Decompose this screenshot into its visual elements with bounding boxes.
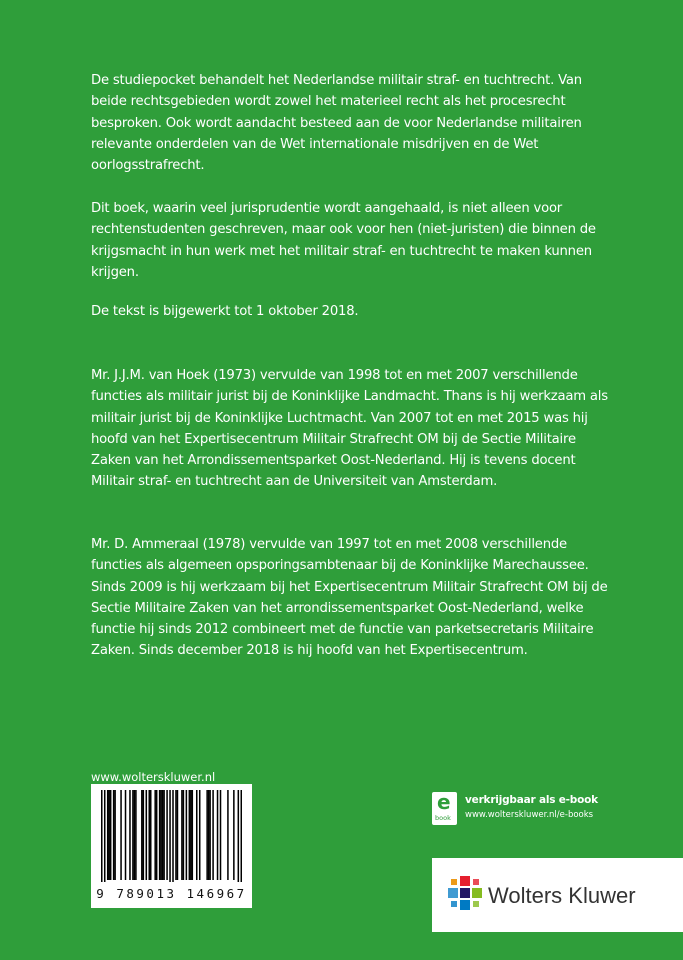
barcode-bars [101, 790, 242, 882]
description-paragraph-1: De studiepocket behandelt het Nederlandse militair straf- en tuchtrecht. Van beide rechtsgebieden wordt zowel het materieel recht als het procesrecht besproken. Ook wordt aandacht besteed aan de voor Nederlandse militairen relevante onderdelen van de Wet internationale misdrijven en de Wet oorlogsstrafrecht. [91, 73, 582, 174]
barcode-bar [108, 790, 110, 880]
description-paragraph-3: De tekst is bijgewerkt tot 1 oktober 2018. [91, 304, 359, 319]
barcode-bar [160, 790, 162, 880]
barcode-bar [190, 790, 192, 880]
barcode-bar [134, 790, 136, 880]
barcode-bar [227, 790, 229, 880]
barcode-bar [166, 790, 168, 880]
wolters-kluwer-logo-icon [448, 876, 482, 910]
barcode-bar [146, 790, 148, 880]
barcode-bar [181, 790, 183, 880]
barcode-bar [241, 790, 242, 882]
barcode-bar [148, 790, 150, 880]
barcode-bar [199, 790, 201, 880]
barcode-bar [183, 790, 185, 880]
barcode-bar [104, 790, 106, 882]
author-bio-van-hoek: Mr. J.J.M. van Hoek (1973) vervulde van 1998 tot en met 2007 verschillende functies als militair jurist bij de Koninklijke Landmacht. Thans is hij werkzaam als militair jurist bij de Koninklijke Luchtmacht. Van 2007 tot en met 2015 was hij hoofd van het Expertisecentrum Militair Strafrecht OM bij de Sectie Militaire Zaken van het Arrondissementsparket Oost-Nederland. Hij is tevens docent Militair straf- en tuchtrecht aan de Universiteit van Amsterdam. [91, 368, 608, 490]
barcode-bar [125, 790, 127, 880]
barcode-bar [120, 790, 122, 880]
ebook-icon [432, 792, 457, 825]
barcode-bar [135, 790, 137, 880]
barcode-bar [220, 790, 222, 880]
ebook-url[interactable]: www.wolterskluwer.nl/e-books [465, 810, 594, 820]
barcode-bar [159, 790, 161, 880]
ebook-icon-label: book [435, 814, 451, 822]
isbn-number: 9 789013 146967 [96, 886, 247, 901]
barcode-bar [212, 790, 214, 880]
ebook-title: verkrijgbaar als e-book [465, 794, 598, 806]
barcode-bar [163, 790, 165, 880]
barcode-bar [143, 790, 145, 880]
barcode-bar [154, 790, 156, 880]
barcode-bar [238, 790, 240, 882]
barcode-bar [209, 790, 211, 880]
barcode-bar [192, 790, 194, 880]
barcode-bar [169, 790, 171, 882]
barcode-bar [132, 790, 134, 880]
barcode-bar [177, 790, 179, 880]
barcode-bar [175, 790, 177, 880]
barcode-bar [206, 790, 208, 880]
barcode-bar [186, 790, 188, 880]
barcode-bar [141, 790, 143, 880]
barcode-bar [233, 790, 235, 880]
author-bio-ammeraal: Mr. D. Ammeraal (1978) vervulde van 1997 tot en met 2008 verschillende functies als algemeen opsporingsambtenaar bij de Koninklijke Marechaussee. Sinds 2009 is hij werkzaam bij het Expertisecentrum Militair Strafrecht OM bij de Sectie Militaire Zaken van het arrondissementsparket Oost-Nederland, welke functie hij sinds 2012 combineert met de functie van parketsecretaris Militaire Zaken. Sinds december 2018 is hij hoofd van het Expertisecentrum. [91, 537, 608, 659]
barcode-bar [114, 790, 116, 880]
barcode-bar [156, 790, 158, 880]
barcode-bar [162, 790, 164, 880]
publisher-name: Wolters Kluwer [488, 883, 636, 908]
barcode-bar [110, 790, 112, 880]
barcode-bar [113, 790, 115, 880]
barcode-bar [189, 790, 191, 880]
barcode-bar [101, 790, 103, 882]
ebook-icon-letter: e [437, 790, 451, 814]
barcode-bar [196, 790, 198, 880]
publisher-logo-box [432, 858, 683, 932]
publisher-website[interactable]: www.wolterskluwer.nl [91, 770, 216, 784]
barcode-bar [129, 790, 131, 880]
barcode-bar [172, 790, 174, 882]
barcode-bar [107, 790, 109, 880]
isbn-barcode [91, 784, 252, 908]
barcode-bar [208, 790, 210, 880]
barcode-bar [150, 790, 152, 880]
description-paragraph-2: Dit boek, waarin veel jurisprudentie wordt aangehaald, is niet alleen voor rechtenstudenten geschreven, maar ook voor hen (niet-juristen) die binnen de krijgsmacht in hun werk met het militair straf- en tuchtrecht te maken kunnen krijgen. [91, 201, 596, 280]
barcode-bar [217, 790, 219, 880]
